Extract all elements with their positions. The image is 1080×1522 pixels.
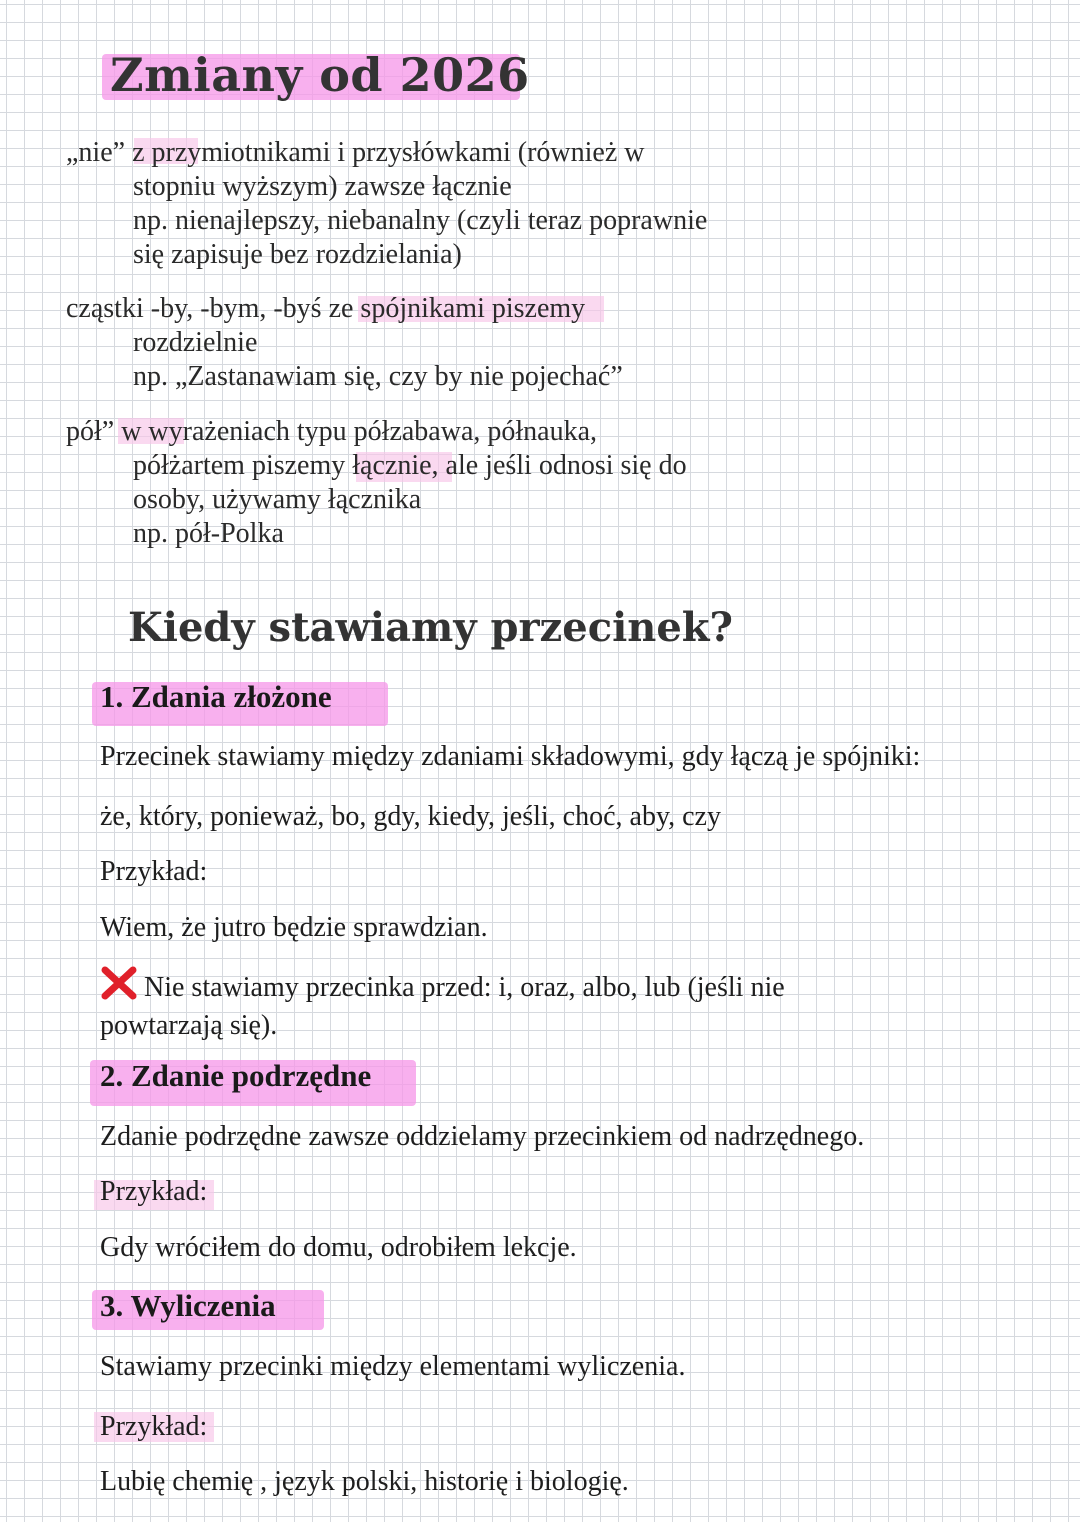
cross-mark-icon bbox=[100, 966, 138, 1009]
note-line: np. pół-Polka bbox=[133, 518, 284, 549]
example-text: Lubię chemię , język polski, historię i biologię. bbox=[100, 1466, 629, 1497]
warning-line: powtarzają się). bbox=[100, 1010, 278, 1041]
example-label: Przykład: bbox=[100, 1411, 208, 1442]
warning-note bbox=[100, 966, 785, 1043]
note-line: się zapisuje bez rozdzielania) bbox=[133, 239, 462, 270]
section-heading: 3. Wyliczenia bbox=[100, 1288, 276, 1323]
section-heading: 1. Zdania złożone bbox=[100, 679, 332, 714]
note-line: pół” w wyrażeniach typu półzabawa, półnauka, bbox=[66, 416, 598, 447]
conjunction-list: że, który, ponieważ, bo, gdy, kiedy, jeśli, choć, aby, czy bbox=[100, 801, 721, 832]
note-line: stopniu wyższym) zawsze łącznie bbox=[133, 171, 512, 202]
section-heading: 2. Zdanie podrzędne bbox=[100, 1058, 372, 1093]
section-text: Przecinek stawiamy między zdaniami składowymi, gdy łączą je spójniki: bbox=[100, 741, 921, 772]
note-line: cząstki -by, -bym, -byś ze spójnikami piszemy bbox=[66, 293, 586, 324]
note-line: osoby, używamy łącznika bbox=[133, 484, 422, 515]
note-line: np. „Zastanawiam się, czy by nie pojechać” bbox=[133, 361, 623, 392]
example-text: Wiem, że jutro będzie sprawdzian. bbox=[100, 912, 488, 943]
page-title: Zmiany od 2026 bbox=[110, 48, 530, 102]
note-line: „nie” z przymiotnikami i przysłówkami (również w bbox=[66, 137, 645, 168]
note-line: np. nienajlepszy, niebanalny (czyli teraz poprawnie bbox=[133, 205, 708, 236]
section-text: Stawiamy przecinki między elementami wyliczenia. bbox=[100, 1351, 686, 1382]
note-line: rozdzielnie bbox=[133, 327, 258, 358]
comma-title: Kiedy stawiamy przecinek? bbox=[128, 604, 733, 651]
example-label: Przykład: bbox=[100, 856, 208, 887]
change-item-by bbox=[66, 292, 623, 394]
example-text: Gdy wróciłem do domu, odrobiłem lekcje. bbox=[100, 1232, 577, 1263]
section-text: Zdanie podrzędne zawsze oddzielamy przecinkiem od nadrzędnego. bbox=[100, 1121, 865, 1152]
note-line: półżartem piszemy łącznie, ale jeśli odnosi się do bbox=[133, 450, 687, 481]
example-label: Przykład: bbox=[100, 1176, 208, 1207]
warning-line: Nie stawiamy przecinka przed: i, oraz, albo, lub (jeśli nie bbox=[144, 972, 785, 1003]
change-item-nie bbox=[66, 136, 707, 272]
change-item-pol bbox=[66, 415, 687, 551]
